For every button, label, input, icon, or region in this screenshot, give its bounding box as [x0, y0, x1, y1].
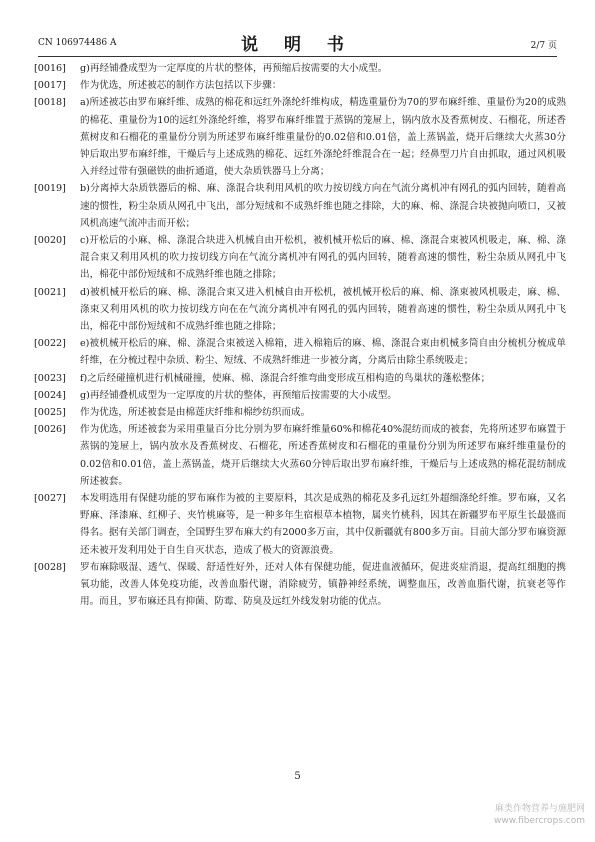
paragraph-number: [0028]: [34, 561, 66, 573]
paragraph-number: [0024]: [34, 389, 66, 401]
paragraph-text: f)之后经碰撞机进行机械碰撞，使麻、棉、涤混合纤维弯曲变形成互相构造的鸟巢状的蓬松整体；: [80, 372, 491, 384]
paragraph-text: 作为优选，所述被芯的制作方法包括以下步骤：: [80, 80, 282, 92]
patent-number: CN 106974486 A: [38, 38, 117, 48]
page-indicator: 2/7 页: [530, 41, 557, 51]
paragraph-text: g)再经铺叠成型为一定厚度的片状的整体，再预缩后按需要的大小成型。: [80, 63, 388, 74]
paragraph-text: a)所述被芯由罗布麻纤维、成熟的棉花和远红外涤纶纤维构成，精选重量份为70的罗布麻纤维、重量份为20的成熟的棉花、重量份为10的远红外涤纶纤维，将罗布麻纤维置于蒸锅的笼屉上，锅内放水及香蕉树皮、石榴花，所述香蕉树皮和石榴花的重量份分别为所述罗布麻纤维重量份的0.02倍和0.01倍，盖上蒸锅盖，烧开后继续大火蒸30分钟后取出罗布麻纤维，干燥后与上述成熟的棉花、远红外涤纶纤维混合在一起；经鼻型刀片自由抓取，通过风机吸入并经过带有强磁铁的曲折通道，使大杂质铁器马上分离；: [80, 97, 566, 178]
paragraph-text: 作为优选，所述被套是由棉莲庆纤维和棉纱纺织而成。: [80, 407, 311, 419]
paragraph-text: e)被机械开松后的麻、棉、涤混合束被送入棉箱，进入棉箱后的麻、棉、涤混合束由机械多筒自由分梳机分梳成单纤维，在分梳过程中杂质、粉尘、短绒、不成熟纤维进一步被分离，分离后由除尘系统吸走；: [80, 338, 566, 367]
paragraph-text: d)被机械开松后的麻、棉、涤混合束又进入机械自由开松机，被机械开松后的麻、棉、涤束被风机吸走，麻、棉、涤束又利用风机的吹力按切线方向在在气流分离机冲有网孔的弧内回转，随着高速的惯性，粉尘杂质从网孔中飞出，棉花中部份短绒和不成熟纤维也随之排除；: [80, 286, 566, 333]
paragraph-0016: [34, 60, 566, 77]
watermark-url: www.fibercrops.com: [494, 816, 585, 826]
paragraph-text: 本发明选用有保健功能的罗布麻作为被的主要原料，其次是成熟的棉花及多孔远红外超细涤纶纤维。罗布麻，又名野麻、泽漆麻、红柳子、夹竹桃麻等，是一种多年生宿根草本植物，属夹竹桃科，因其在新疆罗布平原生长最盛而得名。据有关部门调查，全国野生罗布麻大约有2000多万亩，其中仅新疆就有800多万亩。目前大部分罗布麻资源还未被开发利用处于自生自灭状态，造成了极大的资源浪费。: [80, 493, 566, 556]
paragraph-number: [0023]: [34, 372, 66, 384]
document-title: 说 明 书: [241, 35, 354, 55]
paragraph-number: [0019]: [34, 183, 66, 195]
paragraph-0023: [34, 370, 566, 387]
paragraph-number: [0027]: [34, 493, 66, 505]
paragraph-0022: [34, 335, 566, 369]
paragraph-number: [0020]: [34, 235, 66, 247]
paragraph-number: [0018]: [34, 97, 66, 109]
watermark-site-name: 麻类作物营养与施肥网: [494, 804, 585, 814]
page-number: 5: [294, 771, 301, 782]
paragraph-number: [0016]: [34, 63, 66, 74]
watermark: [494, 803, 585, 827]
paragraph-number: [0022]: [34, 338, 66, 350]
document-body: [34, 60, 566, 611]
paragraph-0028: [34, 559, 566, 611]
paragraph-text: 罗布麻除吸湿、透气、保暖、舒适性好外，还对人体有保健功能，促进血液循环，促进炎症消退，提高红细胞的携氧功能，改善人体免疫功能，改善血脂代谢，消除疲劳，镇静神经系统，调整血压，改善血脂代谢，抗衰老等作用。而且，罗布麻还具有抑菌、防霉、防臭及远红外线发射功能的优点。: [80, 561, 566, 608]
paragraph-text: g)再经铺叠机成型为一定厚度的片状的整体，再预缩后按需要的大小成型。: [80, 389, 397, 401]
paragraph-number: [0026]: [34, 424, 66, 436]
page-header: [38, 30, 557, 54]
paragraph-0027: [34, 490, 566, 559]
paragraph-0019: [34, 180, 566, 232]
paragraph-0021: [34, 284, 566, 336]
paragraph-0025: [34, 404, 566, 421]
paragraph-0017: [34, 77, 566, 94]
paragraph-number: [0021]: [34, 286, 66, 298]
paragraph-text: c)开松后的小麻、棉、涤混合块进入机械自由开松机，被机械开松后的麻、棉、涤混合束被风机吸走，麻、棉、涤混合束又利用风机的吹力按切线方向在气流分离机冲有网孔的弧内回转，随着高速的惯性，粉尘杂质从网孔中飞出，棉花中部份短绒和不成熟纤维也随之排除；: [80, 235, 566, 281]
paragraph-number: [0017]: [34, 80, 66, 92]
paragraph-0026: [34, 421, 566, 490]
header-divider: [38, 56, 557, 57]
paragraph-0020: [34, 232, 566, 284]
paragraph-0024: [34, 387, 566, 404]
paragraph-text: b)分离掉大杂质铁器后的棉、麻、涤混合块利用风机的吹力按切线方向在气流分离机冲有网孔的弧内回转，随着高速的惯性，粉尘杂质从网孔中飞出，部分短绒和不成熟纤维也随之排除，大的麻、棉、涤混合块被抛向喷口，又被风机高速气流冲击而开松；: [80, 183, 566, 229]
paragraph-text: 作为优选，所述被套为采用重量百分比分别为罗布麻纤维量60%和棉花40%混纺而成的被套，先将所述罗布麻置于蒸锅的笼屉上，锅内放水及香蕉树皮、石榴花，所述香蕉树皮和石榴花的重量份分别为所述罗布麻纤维重量份的0.02倍和0.01倍，盖上蒸锅盖，烧开后继续大火蒸60分钟后取出罗布麻纤维，干燥后与上述成熟的棉花混纺制成所述被套。: [80, 424, 566, 487]
paragraph-number: [0025]: [34, 407, 66, 419]
paragraph-0018: [34, 94, 566, 180]
